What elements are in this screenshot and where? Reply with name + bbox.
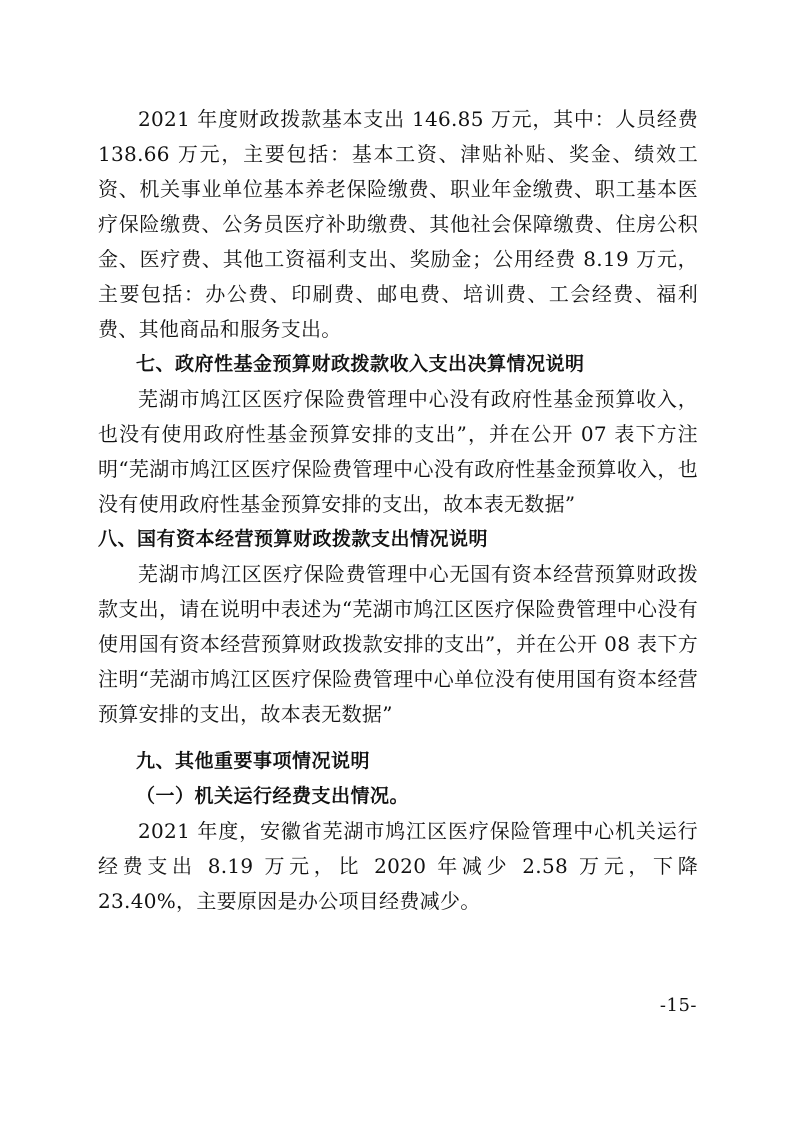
paragraph-government-fund: 芜湖市鸠江区医疗保险费管理中心没有政府性基金预算收入，也没有使用政府性基金预算安排的支出”，并在公开 07 表下方注明“芜湖市鸠江区医疗保险费管理中心没有政府性基金预算收入，也没有使用政府性基金预算安排的支出，故本表无数据” <box>98 387 698 516</box>
section-heading-7: 七、政府性基金预算财政拨款收入支出决算情况说明 <box>136 353 585 375</box>
page-number: -15- <box>659 995 697 1016</box>
section-gap <box>98 732 698 744</box>
document-body <box>98 102 698 919</box>
paragraph-operating-expenditure: 2021 年度，安徽省芜湖市鸠江区医疗保险管理中心机关运行经费支出 8.19 万元，比 2020 年减少 2.58 万元，下降 23.40%，主要原因是办公项目经费减少。 <box>98 819 698 913</box>
subsection-heading-1: （一）机关运行经费支出情况。 <box>136 785 410 807</box>
section-heading-8: 八、国有资本经营预算财政拨款支出情况说明 <box>98 528 489 550</box>
paragraph-basic-expenditure: 2021 年度财政拨款基本支出 146.85 万元，其中：人员经费 138.66 万元，主要包括：基本工资、津贴补贴、奖金、绩效工资、机关事业单位基本养老保险缴费、职业年金缴费、职工基本医疗保险缴费、公务员医疗补助缴费、其他社会保障缴费、住房公积金、医疗费、其他工资福利支出、奖励金；公用经费 8.19 万元，主要包括：办公费、印刷费、邮电费、培训费、工会经费、福利费、其他商品和服务支出。 <box>98 107 698 341</box>
section-heading-9: 九、其他重要事项情况说明 <box>136 750 371 772</box>
paragraph-state-capital: 芜湖市鸠江区医疗保险费管理中心无国有资本经营预算财政拨款支出，请在说明中表述为“芜湖市鸠江区医疗保险费管理中心没有使用国有资本经营预算财政拨款安排的支出”，并在公开 08 表下方注明“芜湖市鸠江区医疗保险费管理中心单位没有使用国有资本经营预算安排的支出，故本表无数据” <box>98 562 698 726</box>
